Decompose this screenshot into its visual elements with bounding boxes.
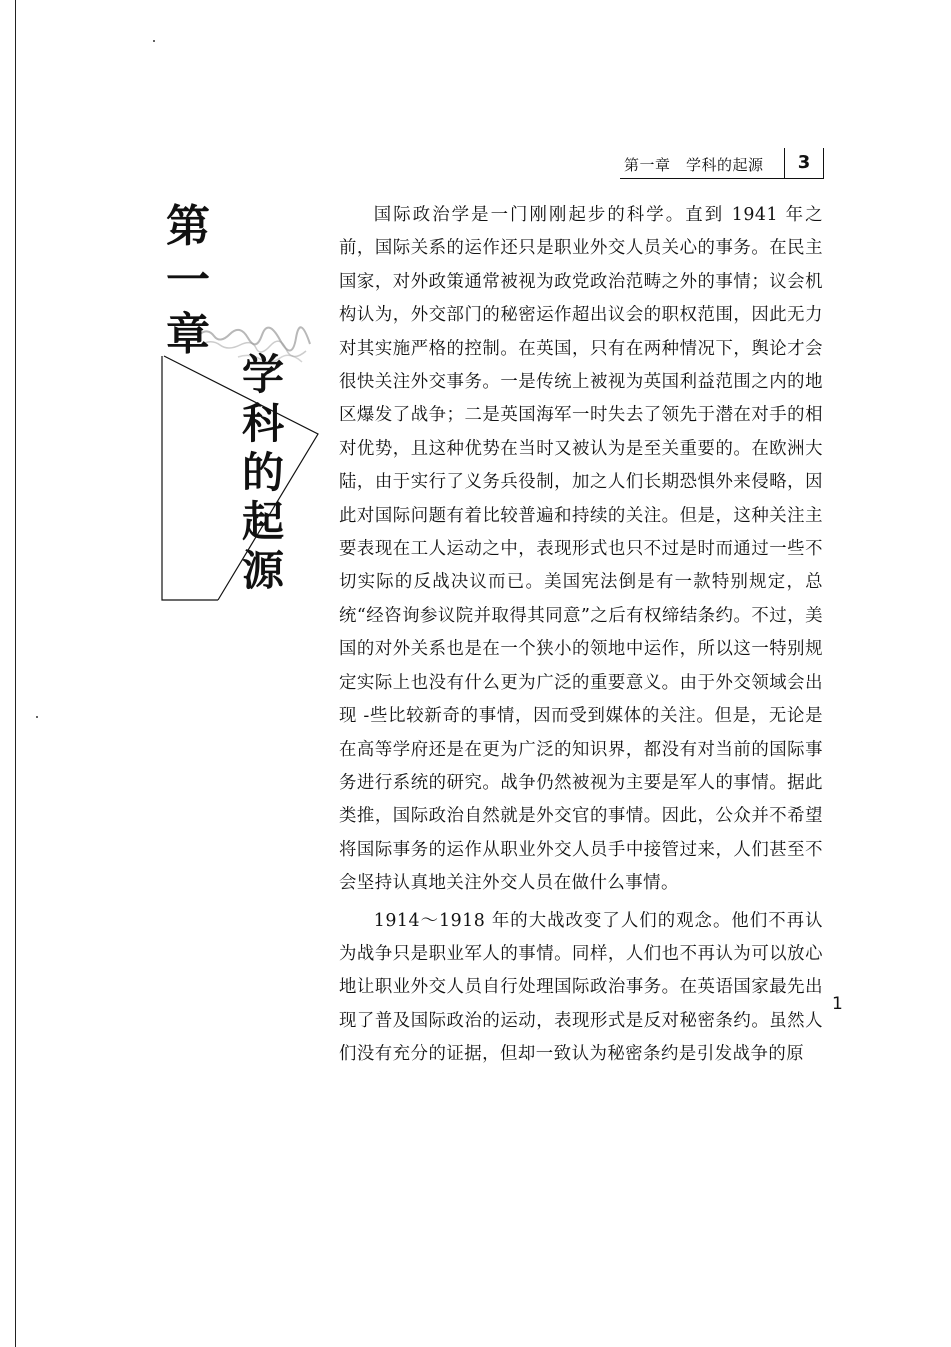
- frame-left-bracket: [162, 356, 218, 600]
- paragraph: 国际政治学是一门刚刚起步的科学。直到 1941 年之前，国际关系的运作还只是职业外交人员关心的事务。在民主国家，对外政策通常被视为政党政治范畴之外的事情；议会机构认为，外交部门的秘密运作超出议会的职权范围，因此无力对其实施严格的控制。在英国，只有在两种情况下，舆论才会很快关注外交事务。一是传统上被视为英国利益范围之内的地区爆发了战争；二是英国海军一时失去了领先于潜在对手的相对优势，且这种优势在当时又被认为是至关重要的。在欧洲大陆，由于实行了义务兵役制，加之人们长期恐惧外来侵略，因此对国际问题有着比较普遍和持续的关注。但是，这种关注主要表现在工人运动之中，表现形式也只不过是时而通过一些不切实际的反战决议而已。美国宪法倒是有一款特别规定，总统“经咨询参议院并取得其同意”之后有权缔结条约。不过，美国的对外关系也是在一个狭小的领地中运作，所以这一特别规定实际上也没有什么更为广泛的重要意义。由于外交领域会出现 -些比较新奇的事情，因而受到媒体的关注。但是，无论是在高等学府还是在更为广泛的知识界，都没有对当前的国际事务进行系统的研究。战争仍然被视为主要是军人的事情。据此类推，国际政治自然就是外交官的事情。因此，公众并不希望将国际事务的运作从职业外交人员手中接管过来，人们甚至不会坚持认真地关注外交人员在做什么事情。: [339, 205, 823, 894]
- body-text: [339, 199, 823, 1076]
- header-rule: [620, 178, 784, 179]
- scan-speck: [153, 40, 155, 42]
- chapter-title: 学 科 的 起 源: [241, 350, 284, 595]
- margin-note-number: 1: [832, 994, 843, 1014]
- binding-edge-line: [15, 0, 16, 1347]
- paragraph: 1914～1918 年的大战改变了人们的观念。他们不再认为战争只是职业军人的事情。同样，人们也不再认为可以放心地让职业外交人员自行处理国际政治事务。在英语国家最先出现了普及国际政治的运动，表现形式是反对秘密条约。虽然人们没有充分的证据，但却一致认为秘密条约是引发战争的原: [339, 910, 823, 1065]
- running-title: 第一章 学科的起源: [624, 156, 764, 174]
- chapter-number: 第 一 章: [166, 201, 210, 360]
- page-number: 3: [784, 148, 824, 179]
- scan-speck: [36, 716, 38, 718]
- running-header: [620, 148, 823, 180]
